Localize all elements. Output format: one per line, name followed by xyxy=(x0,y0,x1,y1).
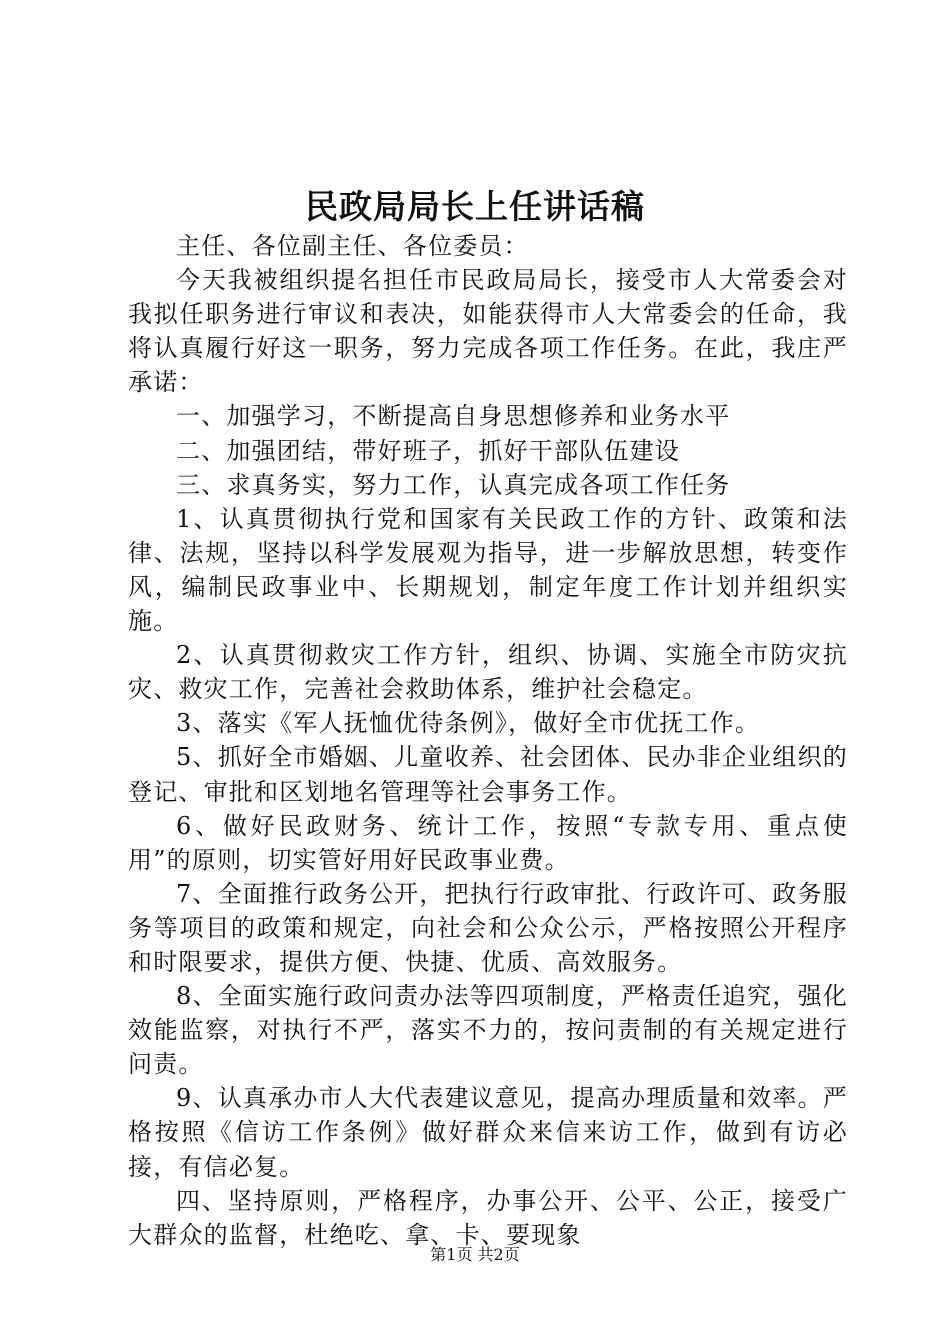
pledge-item-4: 四、坚持原则，严格程序，办事公开、公平、公正，接受广大群众的监督，杜绝吃、拿、卡、要现象 xyxy=(128,1186,848,1249)
task-item-2: 2、认真贯彻救灾工作方针，组织、协调、实施全市防灾抗灾、救灾工作，完善社会救助体系，维护社会稳定。 xyxy=(128,641,848,704)
page-number-footer: 第1页 共2页 xyxy=(430,1245,520,1264)
task-item-6: 6、做好民政财务、统计工作，按照“专款专用、重点使用”的原则，切实管好用好民政事业费。 xyxy=(128,811,848,874)
task-item-1: 1、认真贯彻执行党和国家有关民政工作的方针、政策和法律、法规，坚持以科学发展观为指导，进一步解放思想，转变作风，编制民政事业中、长期规划，制定年度工作计划并组织实施。 xyxy=(128,504,848,636)
intro-paragraph: 今天我被组织提名担任市民政局局长，接受市人大常委会对我拟任职务进行审议和表决，如能获得市人大常委会的任命，我将认真履行好这一职务，努力完成各项工作任务。在此，我庄严承诺： xyxy=(128,266,848,397)
document-body xyxy=(128,229,848,1252)
document-title: 民政局局长上任讲话稿 xyxy=(305,187,645,226)
pledge-item-3: 三、求真务实，努力工作，认真完成各项工作任务 xyxy=(176,470,731,499)
task-item-3: 3、落实《军人抚恤优待条例》，做好全市优抚工作。 xyxy=(176,709,761,738)
task-item-8: 8、全面实施行政问责办法等四项制度，严格责任追究，强化效能监察，对执行不严，落实不力的，按问责制的有关规定进行问责。 xyxy=(128,982,848,1079)
pledge-item-1: 一、加强学习，不断提高自身思想修养和业务水平 xyxy=(176,402,731,431)
task-item-5: 5、抓好全市婚姻、儿童收养、社会团体、民办非企业组织的登记、审批和区划地名管理等社会事务工作。 xyxy=(128,743,848,806)
salutation-paragraph: 主任、各位副主任、各位委员： xyxy=(176,232,529,260)
task-item-7: 7、全面推行政务公开，把执行行政审批、行政许可、政务服务等项目的政策和规定，向社会和公众公示，严格按照公开程序和时限要求，提供方便、快捷、优质、高效服务。 xyxy=(128,879,848,976)
task-item-9: 9、认真承办市人大代表建议意见，提高办理质量和效率。严格按照《信访工作条例》做好群众来信来访工作，做到有访必接，有信必复。 xyxy=(128,1084,848,1181)
pledge-item-2: 二、加强团结，带好班子，抓好干部队伍建设 xyxy=(176,436,680,465)
